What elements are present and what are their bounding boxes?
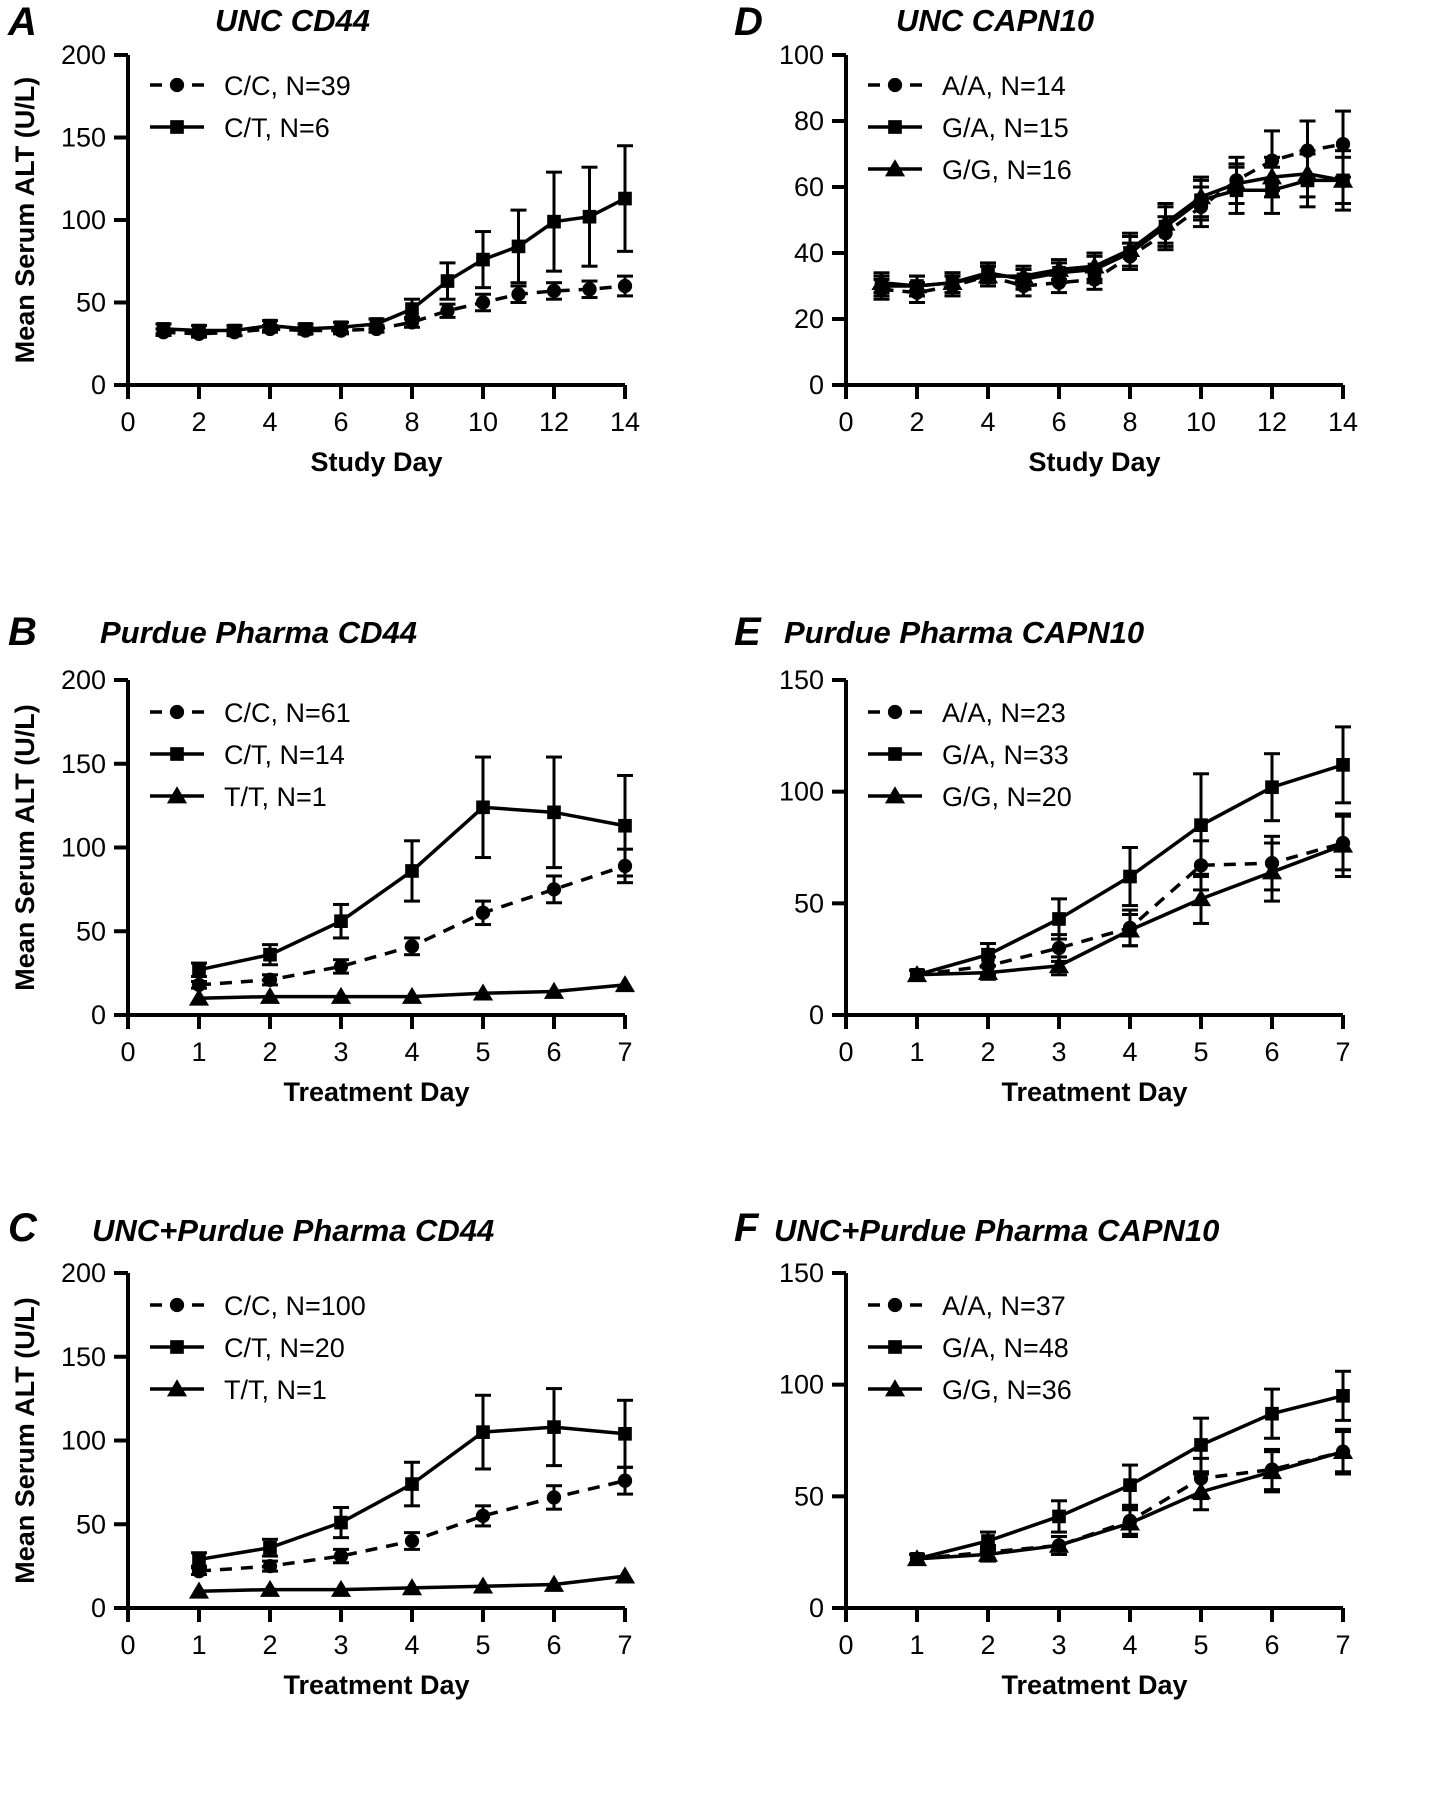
panel-letter-E: E (734, 610, 761, 654)
svg-text:Study Day: Study Day (1028, 447, 1161, 477)
svg-text:50: 50 (75, 916, 106, 947)
panel-letter-D: D (734, 0, 763, 44)
svg-text:C/C, N=100: C/C, N=100 (224, 1291, 366, 1321)
svg-text:Treatment Day: Treatment Day (1001, 1670, 1188, 1700)
svg-text:6: 6 (546, 1037, 562, 1067)
svg-text:6: 6 (1051, 407, 1067, 437)
svg-text:100: 100 (60, 1425, 106, 1456)
svg-text:12: 12 (1256, 407, 1288, 437)
svg-text:50: 50 (793, 1481, 824, 1512)
svg-text:A/A, N=37: A/A, N=37 (942, 1291, 1066, 1321)
svg-text:A/A, N=23: A/A, N=23 (942, 698, 1066, 728)
svg-text:2: 2 (262, 1037, 278, 1067)
svg-text:3: 3 (333, 1037, 349, 1067)
svg-text:4: 4 (1122, 1037, 1138, 1067)
svg-text:4: 4 (980, 407, 996, 437)
svg-text:100: 100 (778, 40, 824, 70)
svg-text:0: 0 (90, 1593, 106, 1623)
plot-area-F (726, 1200, 1451, 1800)
plot-area-A (0, 0, 726, 600)
svg-text:4: 4 (404, 1037, 420, 1067)
panel-letter-B: B (8, 610, 37, 654)
plot-area-E (726, 600, 1451, 1200)
svg-text:Study Day: Study Day (310, 447, 443, 477)
svg-text:0: 0 (838, 1037, 854, 1067)
svg-text:10: 10 (1185, 407, 1217, 437)
chart-A (0, 0, 726, 600)
panel-F (726, 1200, 1451, 1800)
chart-C (0, 1200, 726, 1800)
panel-title-F: UNC+Purdue Pharma CAPN10 (774, 1213, 1220, 1248)
svg-text:14: 14 (1327, 407, 1359, 437)
svg-text:200: 200 (60, 40, 106, 70)
svg-text:6: 6 (546, 1630, 562, 1660)
svg-text:G/G, N=36: G/G, N=36 (942, 1375, 1072, 1405)
svg-text:50: 50 (793, 888, 824, 919)
svg-text:200: 200 (60, 665, 106, 695)
panel-B (0, 600, 726, 1200)
panel-E (726, 600, 1451, 1200)
svg-text:60: 60 (793, 172, 824, 202)
svg-text:2: 2 (980, 1630, 996, 1660)
svg-text:C/C, N=61: C/C, N=61 (224, 698, 351, 728)
svg-text:20: 20 (793, 304, 824, 334)
svg-text:0: 0 (808, 1593, 824, 1623)
panel-title-D: UNC CAPN10 (896, 3, 1095, 38)
svg-text:C/T, N=14: C/T, N=14 (224, 740, 345, 770)
svg-text:2: 2 (980, 1037, 996, 1067)
svg-text:3: 3 (1051, 1630, 1067, 1660)
svg-text:100: 100 (60, 832, 106, 863)
svg-text:7: 7 (617, 1630, 633, 1660)
svg-text:0: 0 (120, 1037, 136, 1067)
panel-title-A: UNC CD44 (215, 3, 371, 38)
svg-text:150: 150 (60, 122, 106, 153)
svg-text:8: 8 (404, 407, 420, 437)
svg-text:150: 150 (60, 748, 106, 779)
svg-text:1: 1 (191, 1037, 207, 1067)
svg-text:Treatment Day: Treatment Day (283, 1670, 470, 1700)
svg-text:0: 0 (90, 370, 106, 400)
svg-text:3: 3 (1051, 1037, 1067, 1067)
panel-letter-C: C (8, 1206, 37, 1250)
svg-text:10: 10 (467, 407, 499, 437)
svg-text:0: 0 (90, 1000, 106, 1030)
svg-text:7: 7 (1335, 1630, 1351, 1660)
chart-F (726, 1200, 1451, 1800)
svg-text:Mean Serum ALT (U/L): Mean Serum ALT (U/L) (10, 76, 40, 364)
svg-text:A/A, N=14: A/A, N=14 (942, 71, 1066, 101)
chart-E (726, 600, 1451, 1200)
svg-text:G/A, N=15: G/A, N=15 (942, 113, 1069, 143)
svg-text:0: 0 (838, 407, 854, 437)
svg-text:150: 150 (778, 665, 824, 695)
svg-text:100: 100 (778, 1369, 824, 1400)
svg-text:0: 0 (808, 370, 824, 400)
svg-text:4: 4 (404, 1630, 420, 1660)
panel-letter-F: F (734, 1206, 759, 1250)
chart-B (0, 600, 726, 1200)
svg-text:6: 6 (333, 407, 349, 437)
panel-title-B: Purdue Pharma CD44 (100, 615, 417, 650)
svg-text:5: 5 (1193, 1630, 1209, 1660)
svg-text:C/T, N=20: C/T, N=20 (224, 1333, 345, 1363)
svg-text:100: 100 (778, 776, 824, 807)
svg-text:80: 80 (793, 106, 824, 136)
svg-text:6: 6 (1264, 1037, 1280, 1067)
plot-area-B (0, 600, 726, 1200)
svg-text:T/T, N=1: T/T, N=1 (224, 1375, 327, 1405)
panel-title-C: UNC+Purdue Pharma CD44 (92, 1213, 495, 1248)
svg-text:0: 0 (120, 407, 136, 437)
plot-area-C (0, 1200, 726, 1800)
svg-text:150: 150 (778, 1258, 824, 1288)
svg-text:0: 0 (120, 1630, 136, 1660)
chart-D (726, 0, 1451, 600)
svg-text:5: 5 (475, 1037, 491, 1067)
svg-text:5: 5 (1193, 1037, 1209, 1067)
svg-text:G/A, N=33: G/A, N=33 (942, 740, 1069, 770)
svg-text:1: 1 (909, 1037, 925, 1067)
svg-text:Treatment Day: Treatment Day (1001, 1077, 1188, 1107)
svg-text:Mean Serum ALT (U/L): Mean Serum ALT (U/L) (10, 1297, 40, 1584)
svg-text:200: 200 (60, 1258, 106, 1288)
svg-text:6: 6 (1264, 1630, 1280, 1660)
svg-text:4: 4 (262, 407, 278, 437)
svg-text:T/T, N=1: T/T, N=1 (224, 782, 327, 812)
svg-text:0: 0 (808, 1000, 824, 1030)
svg-text:2: 2 (909, 407, 925, 437)
svg-text:2: 2 (191, 407, 207, 437)
panel-title-E: Purdue Pharma CAPN10 (784, 615, 1145, 650)
svg-text:7: 7 (1335, 1037, 1351, 1067)
svg-text:8: 8 (1122, 407, 1138, 437)
svg-text:50: 50 (75, 287, 106, 318)
panel-A (0, 0, 726, 600)
svg-text:0: 0 (838, 1630, 854, 1660)
svg-text:7: 7 (617, 1037, 633, 1067)
svg-text:C/T, N=6: C/T, N=6 (224, 113, 330, 143)
svg-text:5: 5 (475, 1630, 491, 1660)
plot-area-D (726, 0, 1451, 600)
svg-text:G/G, N=20: G/G, N=20 (942, 782, 1072, 812)
svg-text:50: 50 (75, 1509, 106, 1540)
svg-text:Mean Serum ALT (U/L): Mean Serum ALT (U/L) (10, 704, 40, 991)
svg-text:4: 4 (1122, 1630, 1138, 1660)
svg-text:40: 40 (793, 238, 824, 268)
svg-text:2: 2 (262, 1630, 278, 1660)
svg-text:C/C, N=39: C/C, N=39 (224, 71, 351, 101)
panel-C (0, 1200, 726, 1800)
svg-text:G/G, N=16: G/G, N=16 (942, 155, 1072, 185)
svg-text:100: 100 (60, 205, 106, 235)
panel-letter-A: A (8, 0, 37, 44)
svg-text:Treatment Day: Treatment Day (283, 1077, 470, 1107)
svg-text:G/A, N=48: G/A, N=48 (942, 1333, 1069, 1363)
svg-text:1: 1 (909, 1630, 925, 1660)
svg-text:150: 150 (60, 1341, 106, 1372)
svg-text:3: 3 (333, 1630, 349, 1660)
panel-D (726, 0, 1451, 600)
svg-text:12: 12 (538, 407, 570, 437)
svg-text:1: 1 (191, 1630, 207, 1660)
svg-text:14: 14 (609, 407, 641, 437)
